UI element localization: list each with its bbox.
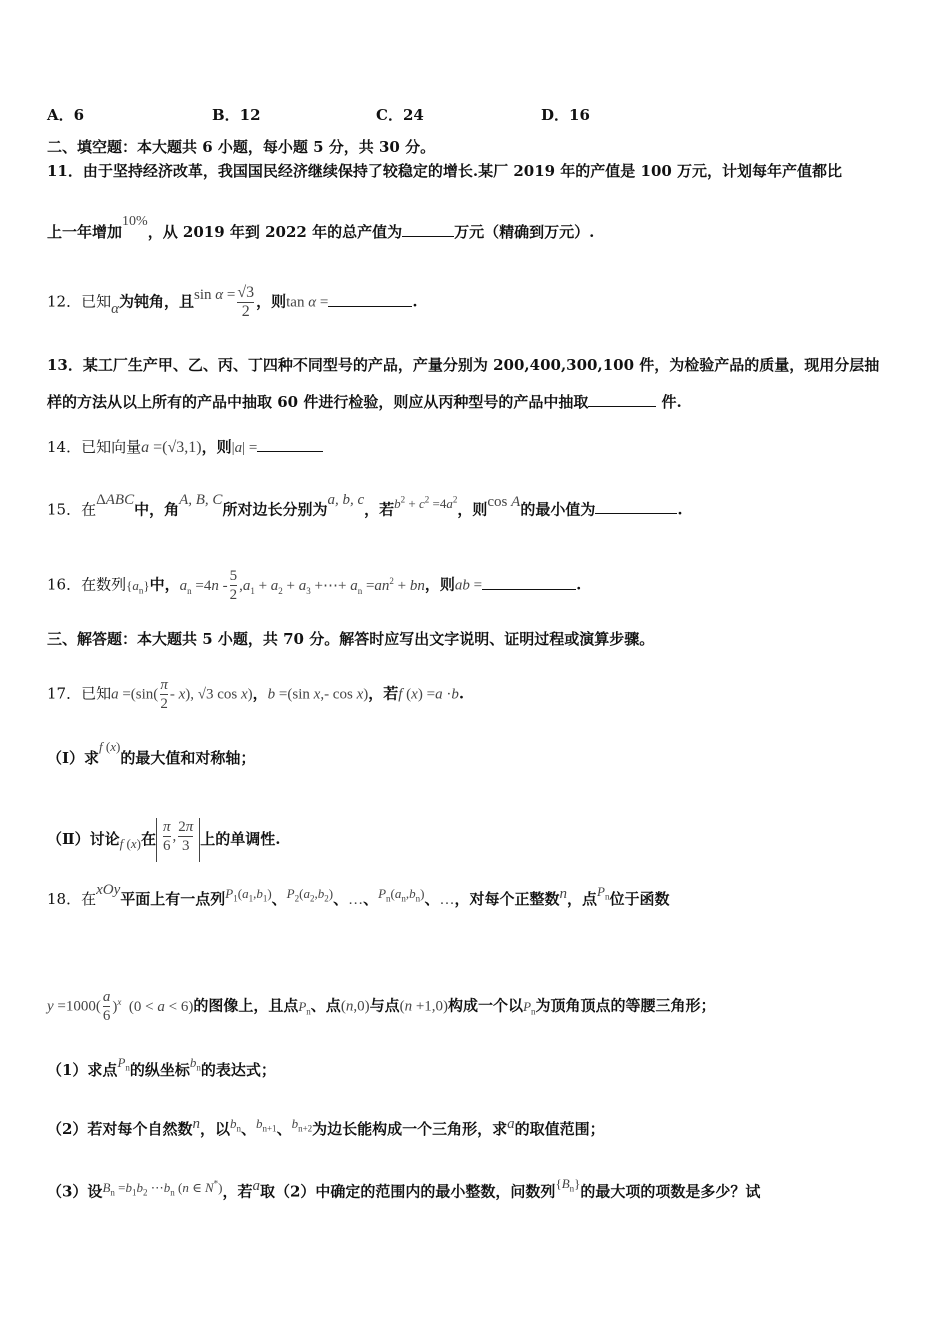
q17-p2c: 上的单调性. [200,830,281,848]
q13-tail: 件. [656,393,682,411]
q16-num: 16．在数列 [47,575,127,594]
q18-p1c: 的表达式； [200,1061,276,1079]
q12-mid: 为钝角，且 [118,292,194,311]
q18-p2-sep2: 、 [276,1120,292,1138]
q11-line2 [47,214,595,244]
q11-post: ，从 2019 年到 2022 年的总产值为 [147,223,403,241]
q18-sep1: 、 [271,890,287,908]
q18-part1: （1）求点$P_n$的纵坐标$b_n$的表达式； [47,1055,276,1079]
q18-num: 18．在 [47,890,97,908]
option-d: D．16 [541,106,590,124]
option-c: C．24 [376,106,424,124]
q18-p2c: 为边长能构成一个三角形，求 [312,1120,508,1138]
q18-mid3: ，点 [567,890,598,908]
q16-answer-blank[interactable] [482,575,576,590]
q18-mid1: 平面上有一点列 [120,890,226,908]
q18-l2d: 构成一个以 [448,996,524,1015]
q18-p3d: 的最大项的项数是多少？试 [580,1182,761,1201]
q11-answer-blank[interactable] [402,222,454,237]
q15-end: 的最小值为 [520,500,596,519]
q18-p3c: 取（2）中确定的范围内的最小整数，问数列 [259,1182,556,1201]
q18-p3a: （3）设 [47,1182,103,1201]
q17-p2b: 在 [141,830,157,848]
q17-num: 17．已知 [47,684,112,703]
q14-line: 14．已知向量a =(√3,1)，则|a| = [47,437,323,458]
section-solution-heading: 三、解答题：本大题共 5 小题，共 70 分。解答时应写出文字说明、证明过程或演算步骤。 [47,630,655,648]
q15-line: 15．在ΔABC中，角A, B, C所对边长分别为a, b, c，若$b^2 + c^2 =4a^2$，则cos A的最小值为 . [47,492,683,519]
q15-dot: . [677,500,683,519]
q14-num: 14．已知向量 [47,438,142,456]
q12-line: 12．已知α为钝角，且sin α = $\frac{√3}{2}$ ，则tan α = . [47,284,418,320]
q18-p2a: （2）若对每个自然数 [47,1120,193,1138]
q13-answer-blank[interactable] [588,392,656,407]
q14-then: ，则 [201,438,232,456]
q17-end: . [458,684,465,703]
q12-end: . [412,292,418,311]
q13-line1: 13．某工厂生产甲、乙、丙、丁四种不同型号的产品，产量分别为 200,400,300,100 件，为检验产品的质量，现用分层抽 [47,356,880,374]
q18-ellipsis2: … [439,892,455,908]
q18-mid4: 位于函数 [609,890,670,908]
q11-line1: 11．由于坚持经济改革，我国国民经济继续保持了较稳定的增长.某厂 2019 年的产值是 100 万元，计划每年产值都比 [47,162,843,180]
q16-dot: . [576,575,582,594]
q15-num: 15．在 [47,500,97,519]
q18-mid2: ，对每个正整数 [454,890,560,908]
q18-p2-sep1: 、 [240,1120,256,1138]
q18-p1a: （1）求点 [47,1061,118,1079]
q12-answer-blank[interactable] [328,292,412,307]
q18-ellipsis1: … [348,892,364,908]
q15-mid3: ，若 [364,500,395,519]
q18-l2e: 为顶角顶点的等腰三角形； [535,996,716,1015]
q13-line2 [47,392,682,412]
q18-sep2: 、 [333,890,349,908]
q12-then: ，则 [256,292,287,311]
q15-mid1: 中，角 [134,500,180,519]
q16-then: ，则 [424,575,455,594]
q15-then: ，则 [457,500,488,519]
section-fill-blank-heading: 二、填空题：本大题共 6 小题，每小题 5 分，共 30 分。 [47,138,436,156]
q18-sep3: 、 [363,890,379,908]
q13-line2-text: 样的方法从以上所有的产品中抽取 60 件进行检验，则应从丙种型号的产品中抽取 [47,393,589,411]
q18-line1: 18．在xOy平面上有一点列$P_1(a_1,b_1)$、$P_2(a_2,b_2)$、…、$P_n(a_n,b_n)$、…，对每个正整数n，点$P_n$位于函数 [47,882,670,908]
option-b: B．12 [212,106,261,124]
q12-num: 12．已知 [47,292,112,311]
q14-answer-blank[interactable] [257,437,323,452]
q15-mid2: 所对边长分别为 [222,500,328,519]
q18-p1b: 的纵坐标 [129,1061,190,1079]
q11-tail: 万元（精确到万元）. [454,223,595,241]
q17-line: 17．已知a =(sin( $\frac{\pi}{2}$ - x), √3 cos x)，b =(sin x,- cos x)，若f (x) =a ·b. [47,677,465,712]
q16-line: 16．在数列$\{a_n\}$中，$a_n =4n$ - $\frac{5}{2}$ $,a_1 + a_2 + a_3$ +⋯+ $a_n =an^2$ + bn，则ab = . [47,568,582,603]
q18-l2a: 的图像上，且点 [193,996,299,1015]
q18-p3b: ，若 [222,1182,253,1201]
q16-mid: 中， [149,575,180,594]
q18-line2: y =1000( $\frac{a}{6}$ )$^x$ (0 < a < 6)的图像上，且点$P_n$、点(n,0)与点(n +1,0)构成一个以$P_n$为顶角顶点的等腰三角形； [47,989,716,1024]
q17-part1: （Ⅰ）求f (x)的最大值和对称轴； [47,739,256,767]
q11-pre: 上一年增加 [47,223,123,241]
q18-part3: （3）设$B_n =b_1b_2$ $\cdots b_n$ (n ∈ N*)，若a取（2）中确定的范围内的最小整数，问数列$\{B_n\}$的最大项的项数是多少？试 [47,1176,761,1201]
q18-l2b: 、点 [310,996,341,1015]
q18-part2: （2）若对每个自然数n，以$b_n$、$b_{n+1}$、$b_{n+2}$为边长能构成一个三角形，求a的取值范围； [47,1116,605,1138]
q17-p1a: （Ⅰ）求 [47,749,100,767]
q18-l2c: 与点 [369,996,400,1015]
q17-p2a: （Ⅱ）讨论 [47,830,120,848]
q18-p2d: 的取值范围； [514,1120,605,1138]
q18-sep4: 、 [424,890,440,908]
q17-if: ，若 [368,684,399,703]
q17-part2: （Ⅱ）讨论f (x)在 $\frac{\pi}{6}$ , $\frac{2\pi}{3}$ 上的单调性. [47,818,281,862]
q17-p1b: 的最大值和对称轴； [120,749,256,767]
q11-percent: 10% [122,214,148,229]
option-a: A．6 [47,106,85,124]
q17-sep: ， [252,684,268,703]
q15-answer-blank[interactable] [595,499,677,514]
q18-p2b: ，以 [199,1120,230,1138]
